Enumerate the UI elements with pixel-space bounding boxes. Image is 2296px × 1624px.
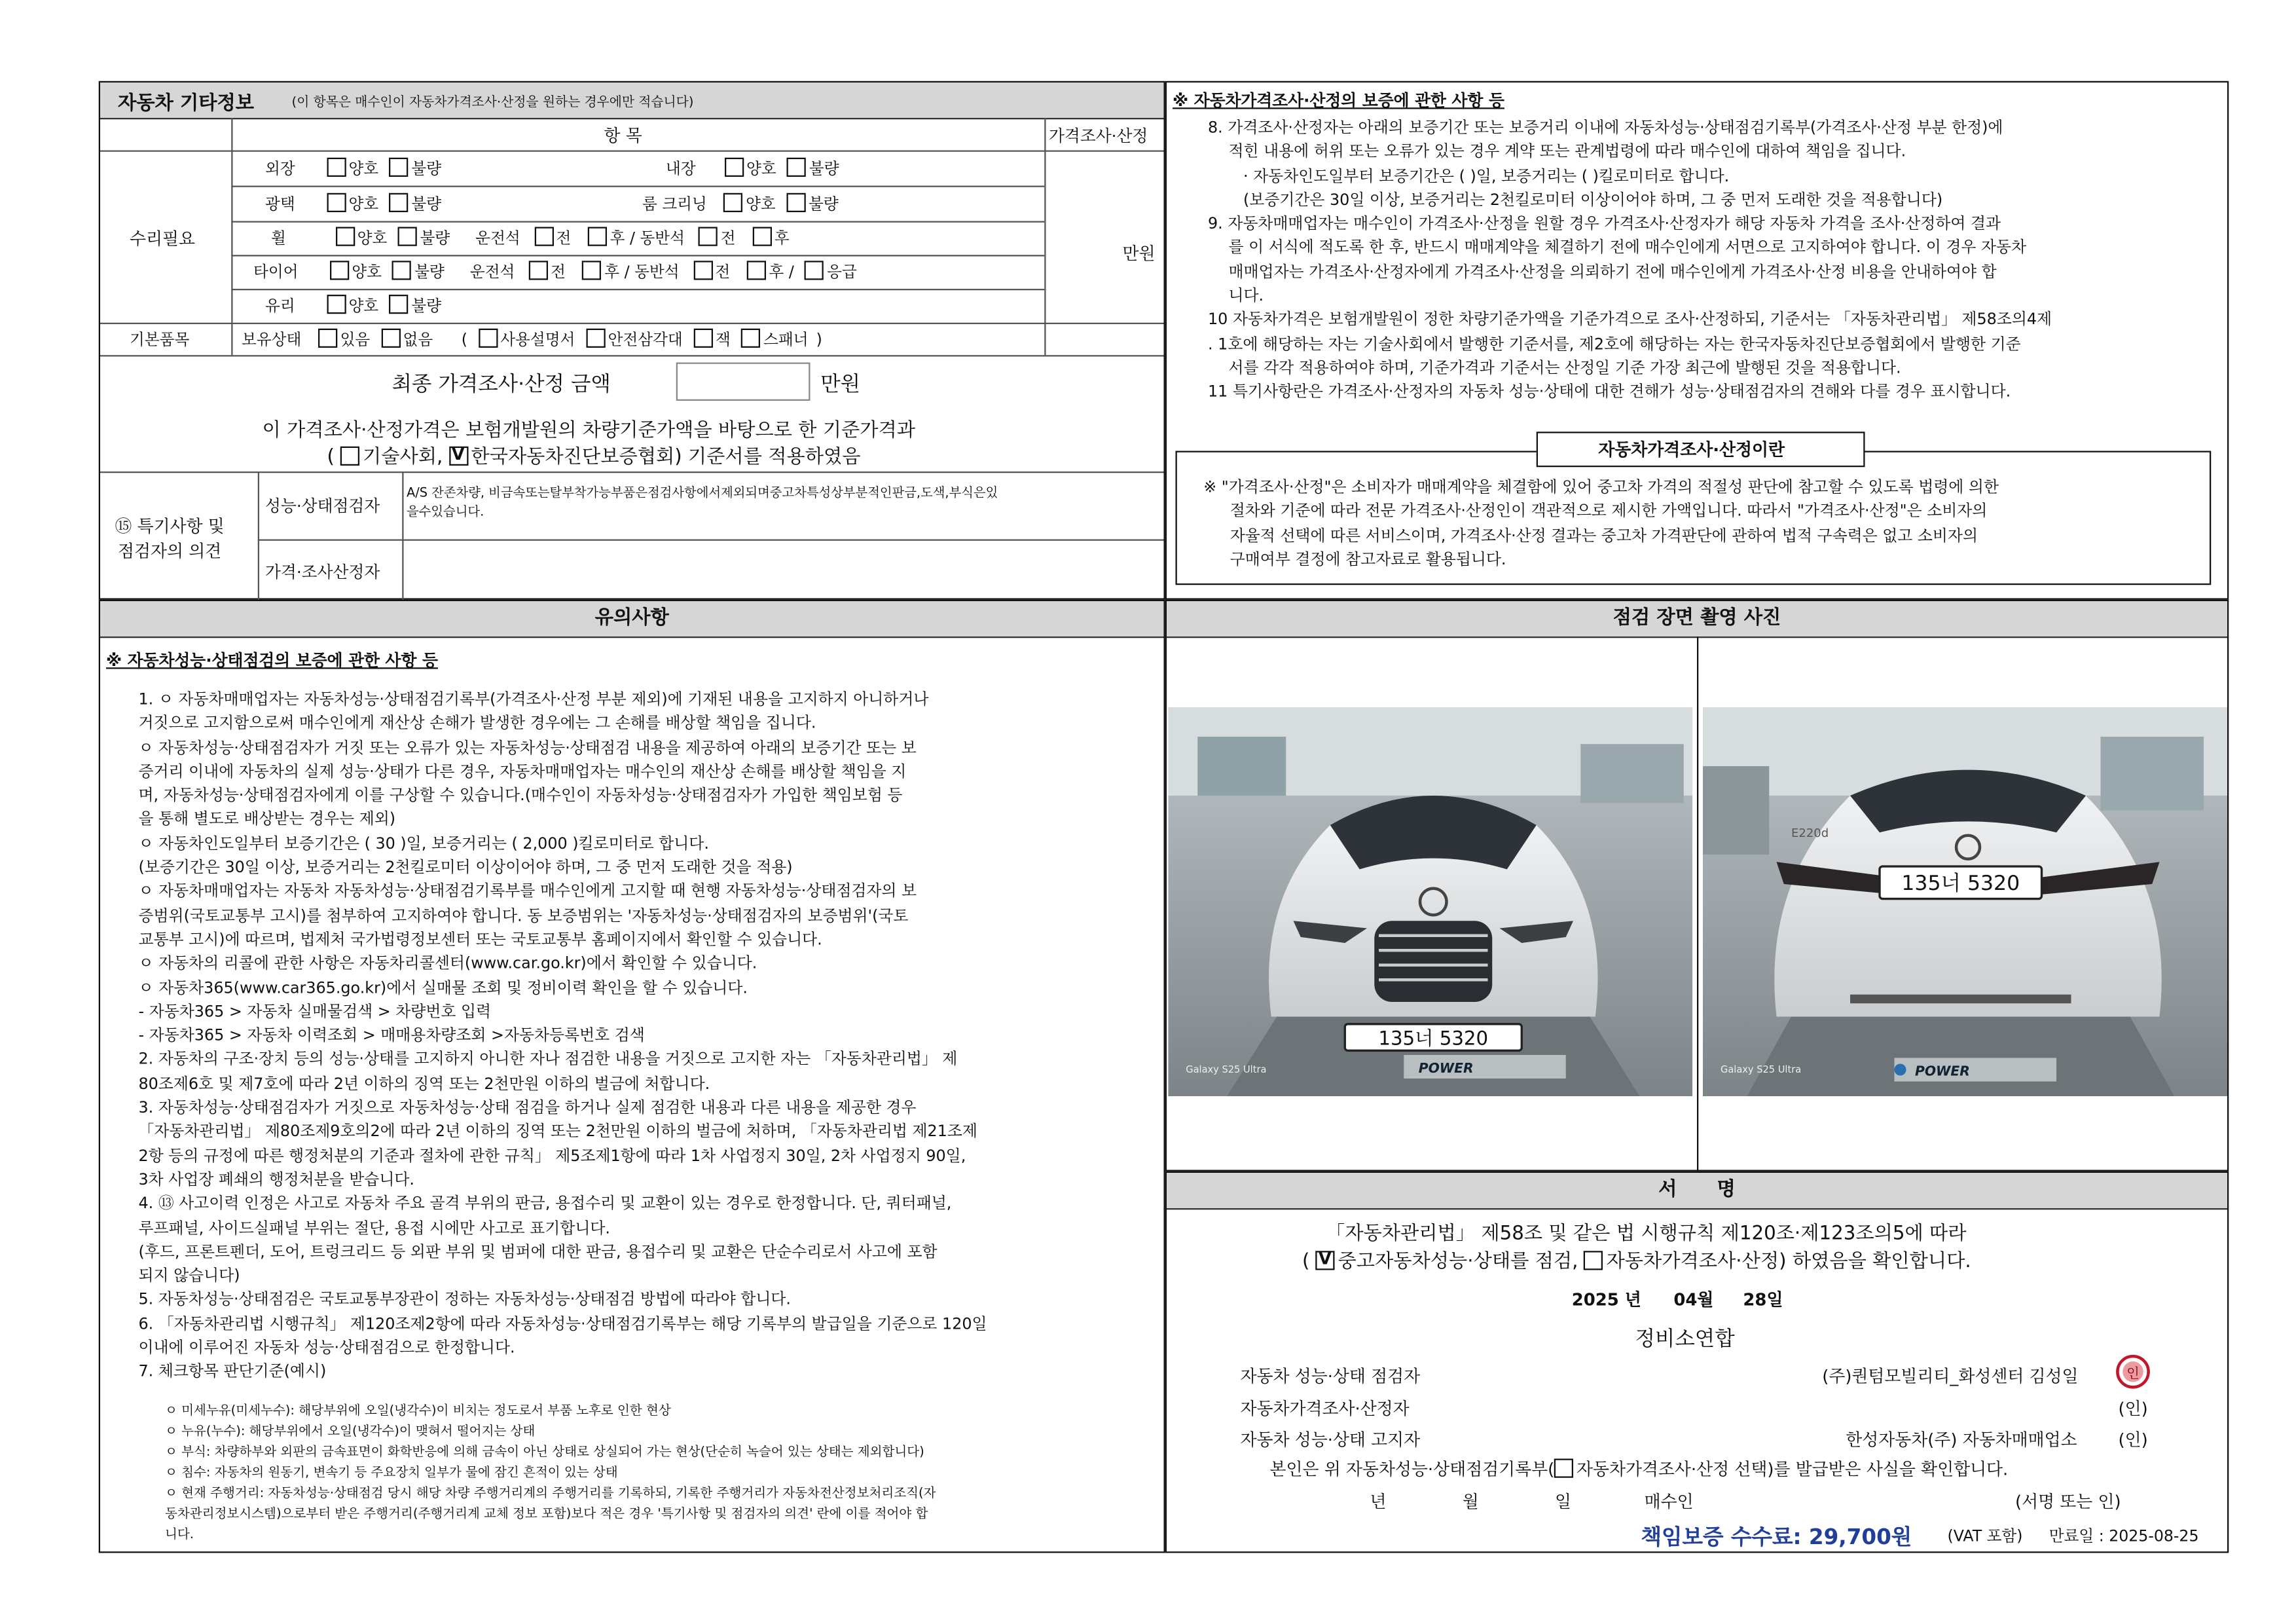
other-info-note: (이 항목은 매수인이 자동차가격조사·산정을 원하는 경우에만 적습니다) [291, 96, 694, 111]
price-definition-title: 자동차가격조사·산정이란 [1598, 439, 1785, 460]
row-gloss: 광택 양호 불량 [265, 193, 441, 215]
other-info-title: 자동차 기타정보 [118, 92, 254, 115]
row-basic-items: 보유상태 있음 없음 ( 사용설명서 안전삼각대 잭 스패너 ) [242, 329, 822, 351]
price-warranty-heading: ※ 자동차가격조사·산정의 보증에 관한 사항 등 [1173, 91, 1504, 111]
buyer-date-row: 년 월 일 매수인 [1370, 1491, 1694, 1512]
notifier-row-seal: (인) [2118, 1429, 2148, 1450]
items-yes-checkbox[interactable] [318, 329, 337, 348]
interior-good-checkbox[interactable] [724, 158, 743, 177]
basis-line-1: 이 가격조사·산정가격은 보험개발원의 차량기준가액을 바탕으로 한 기준가격과 [262, 420, 916, 442]
pricer-row-seal: (인) [2118, 1398, 2148, 1419]
inspector-label: 성능·상태점검자 [265, 496, 380, 516]
inspector-seal-icon [2115, 1354, 2151, 1390]
wheel-driver-front-checkbox[interactable] [534, 227, 553, 246]
signature-header: 서 명 [1167, 1173, 2227, 1209]
buyer-sign-label: (서명 또는 인) [2015, 1491, 2121, 1512]
pricer-label: 가격·조사산정자 [265, 563, 380, 582]
tire-good-checkbox[interactable] [330, 261, 349, 280]
wheel-driver-rear-checkbox[interactable] [588, 227, 607, 246]
gloss-good-checkbox[interactable] [327, 193, 346, 212]
pricer-row-label: 자동차가격조사·산정자 [1240, 1398, 1410, 1419]
price-unit: 만원 [1122, 243, 1156, 264]
final-price-unit: 만원 [820, 373, 861, 397]
basic-items-label: 기본품목 [130, 331, 190, 350]
glass-bad-checkbox[interactable] [390, 295, 409, 314]
row-glass: 유리 양호 불량 [265, 295, 441, 317]
buyer-confirm-line: 본인은 위 자동차성능·상태점검기록부( 자동차가격조사·산정 선택)를 발급받은 사실을 확인합니다. [1269, 1458, 2009, 1479]
warranty-expiry: 만료일 : 2025-08-25 [2049, 1528, 2199, 1546]
tire-driver-rear-checkbox[interactable] [583, 261, 602, 280]
row-interior: 내장 양호 불량 [666, 158, 839, 180]
tire-emergency-checkbox[interactable] [805, 261, 824, 280]
svg-text:E220d: E220d [1791, 826, 1829, 840]
signature-line-1: 「자동차관리법」 제58조 및 같은 법 시행규칙 제120조·제123조의5에 따라 [1326, 1223, 1967, 1246]
notifier-row-label: 자동차 성능·상태 고지자 [1240, 1429, 1421, 1450]
row-exterior: 외장 양호 불량 [265, 158, 441, 180]
notifier-row-value: 한성자동차(주) 자동차매매업소 [1846, 1429, 2077, 1450]
wheel-passenger-front-checkbox[interactable] [699, 227, 718, 246]
items-no-checkbox[interactable] [381, 329, 400, 348]
tire-passenger-front-checkbox[interactable] [693, 261, 712, 280]
row-tire: 타이어 양호 불량 운전석 전 후 / 동반석 전 후 / 응급 [253, 261, 857, 283]
special-label-2: 점검자의 의견 [118, 540, 222, 562]
spanner-checkbox[interactable] [741, 329, 760, 348]
notes-text: 1. ㅇ 자동차매매업자는 자동차성능·상태점검기록부(가격조사·산정 부분 제외)에 기재된 내용을 고지하지 아니하거나 거짓으로 고지함으로써 매수인에게 재산상 손해가 발생한 경우에는 그 손해를 배상할 책임을 집니다. ㅇ 자동차성능·상태점검자가 거짓 또는 오류가 있는 자동차성능·상태점검 내용을 제공하여 아래의 보증기간 또는 보 증거리 이내에 자동차의 실제 성능·상태가 다른 경우, 자동차매매업자는 매수인의 재산상 손해를 배상할 책임을 지 며, 자동차성능·상태점검자에게 이를 구상할 수 있습니다.(매수인이 자동차성능·상태점검자가 가입한 책임보험 등 을 통해 별도로 배상받는 경우는 제외) ㅇ 자동차인도일부터 보증기간은 ( 30 )일, 보증거리는 ( 2,000 )킬로미터로 합니다. (보증기간은 30일 이상, 보증거리는 2천킬로미터 이상이어야 하며, 그 중 먼저 도래한 것을 적용) ㅇ 자동차매매업자는 자동차 자동차성능·상태점검기록부를 매수인에게 고지할 때 현행 자동차성능·상태점검자의 보 증범위(국토교통부 고시)를 첨부하여 고지하여야 합니다. 동 보증범위는 '자동차성능·상태점검자의 보증범위'(국토 교통부 고시)에 따르며, 법제처 국가법령정보센터 또는 국토교통부 홈페이지에서 확인할 수 있습니다. ㅇ 자동차의 리콜에 관한 사항은 자동차리콜센터(www.car.go.kr)에서 확인할 수 있습니다. ㅇ 자동차365(www.car365.go.kr)에서 실매물 조회 및 정비이력 확인을 할 수 있습니다. - 자동차365 > 자동차 실매물검색 > 차량번호 입력 - 자동차365 > 자동차 이력조회 > 매매용차량조회 >자동차등록번호 검색 2. 자동차의 구조·장치 등의 성능·상태를 고지하지 아니한 자나 점검한 내용을 거짓으로 고지한 자는 「자동차관리법」 제 80조제6호 및 제7호에 따라 2년 이하의 징역 또는 2천만원 이하의 벌금에 처합니다. 3. 자동차성능·상태점검자가 거짓으로 자동차성능·상태 점검을 하거나 실제 점검한 내용과 다른 내용을 제공한 경우 「자동차관리법」 제80조제9호의2에 따라 2년 이하의 징역 또는 2천만원 이하의 벌금에 처하며, 「자동차관리법 제21조제 2항 등의 규정에 따른 행정처분의 기준과 절차에 관한 규칙」 제5조제1항에 따라 1차 사업정지 30일, 2차 사업정지 90일, 3차 사업장 폐쇄의 행정처분을 받습니다. 4. ⑬ 사고이력 인정은 사고로 자동차 주요 골격 부위의 판금, 용접수리 및 교환이 있는 경우로 한정합니다. 단, 쿼터패널, 루프패널, 사이드실패널 부위는 절단, 용접 시에만 사고로 표기합니다. (후드, 프론트펜더, 도어, 트렁크리드 등 외판 부위 및 범퍼에 대한 판금, 용접수리 및 교환은 단순수리로서 사고에 포함 되지 않습니다) 5. 자동차성능·상태점검은 국토교통부장관이 정하는 자동차성능·상태점검 방법에 따라야 합니다. 6. 「자동차관리법 시행규칙」 제120조제2항에 따라 자동차성능·상태점검기록부는 해당 기록부의 발급일을 기준으로 120일 이내에 이루어진 자동차 성능·상태점검으로 한정합니다. 7. 체크항목 판단기준(예시) [138, 691, 987, 1381]
gloss-bad-checkbox[interactable] [390, 193, 409, 212]
price-survey-checkbox[interactable] [1584, 1251, 1603, 1270]
svg-text:Galaxy S25 Ultra: Galaxy S25 Ultra [1721, 1064, 1802, 1075]
wheel-passenger-rear-checkbox[interactable] [752, 227, 771, 246]
notes-header: 유의사항 [100, 601, 1164, 638]
col-item-label: 항 목 [604, 125, 642, 146]
basis-line-2: ( 기술사회, V 한국자동차진단보증협회) 기준서를 적용하였음 [327, 441, 861, 469]
signature-org: 정비소연합 [1635, 1327, 1735, 1352]
inspector-text-2: 을수있습니다. [407, 505, 484, 521]
notes-heading: ※ 자동차성능·상태점검의 보증에 관한 사항 등 [106, 651, 438, 671]
price-definition-text: ※ "가격조사·산정"은 소비자가 매매계약을 체결함에 있어 중고차 가격의 적절성 판단에 참고할 수 있도록 법령에 의한 절차와 기준에 따라 전문 가격조사·산정인이 객관적으로 제시한 가액입니다. 따라서 "가격조사·산정"은 소비자의 자율적 선택에 따른 서비스이며, 가격조사·산정 결과는 중고차 가격판단에 관하여 법적 구속력은 없고 소비자의 구매여부 결정에 참고자료로 활용됩니다. [1203, 479, 1999, 569]
interior-bad-checkbox[interactable] [787, 158, 806, 177]
rear-view-photo [1703, 707, 2227, 1096]
signature-line-2: ( V 중고자동차성능·상태를 점검, 자동차가격조사·산정) 하였음을 확인합니다. [1302, 1245, 1971, 1273]
row-wheel: 휠 양호 불량 운전석 전 후 / 동반석 전 후 [271, 227, 790, 249]
buyer-price-survey-checkbox[interactable] [1554, 1459, 1573, 1478]
signature-date: 2025 년 04월 28일 [1571, 1289, 1783, 1310]
svg-text:인: 인 [2126, 1365, 2140, 1381]
basis-opt2-checkbox[interactable] [449, 447, 468, 466]
svg-text:Galaxy S25 Ultra: Galaxy S25 Ultra [1186, 1064, 1267, 1075]
tire-passenger-rear-checkbox[interactable] [747, 261, 766, 280]
exterior-bad-checkbox[interactable] [390, 158, 409, 177]
inspector-row-value: (주)퀀텀모빌리티_화성센터 김성일 [1822, 1365, 2079, 1387]
svg-text:135너 5320: 135너 5320 [1901, 872, 2020, 895]
used-car-inspection-checkbox[interactable] [1316, 1251, 1335, 1270]
front-view-photo [1168, 707, 1692, 1096]
final-price-input[interactable] [676, 363, 811, 401]
rear-car-image [1703, 707, 2227, 1096]
repair-label: 수리필요 [130, 228, 195, 249]
notes-criteria: ㅇ 미세누유(미세누수): 해당부위에 오일(냉각수)이 비치는 정도로서 부품 노후로 인한 현상 ㅇ 누유(누수): 해당부위에서 오일(냉각수)이 맺혀서 떨어지는 상태 ㅇ 부식: 차량하부와 외판의 금속표면이 화학반응에 의해 금속이 아닌 상태로 상실되어 가는 현상(단순히 녹슬어 있는 상태는 제외합니다) ㅇ 침수: 자동차의 원동기, 변속기 등 주요장치 일부가 물에 잠긴 흔적이 있는 상태 ㅇ 현재 주행거리: 자동차성능·상태점검 당시 해당 차량 주행거리계의 주행거리를 기록하되, 기록한 주행거리가 자동차전산정보처리조직(자 동차관리정보시스템)으로부터 받은 주행거리(주행거리계 교체 정보 포함)보다 적은 경우 '특기사항 및 점검자의 의견' 란에 이를 적어야 합 니다. [165, 1404, 936, 1543]
final-price-label: 최종 가격조사·산정 금액 [392, 373, 611, 397]
room-good-checkbox[interactable] [723, 193, 742, 212]
tire-bad-checkbox[interactable] [392, 261, 411, 280]
glass-good-checkbox[interactable] [327, 295, 346, 314]
special-label-1: ⑮ 특기사항 및 [115, 515, 225, 536]
inspector-row-label: 자동차 성능·상태 점검자 [1240, 1365, 1421, 1387]
svg-text:135너 5320: 135너 5320 [1378, 1027, 1489, 1050]
room-bad-checkbox[interactable] [786, 193, 805, 212]
wheel-bad-checkbox[interactable] [398, 227, 417, 246]
warranty-fee: 책임보증 수수료: 29,700원 [1641, 1526, 1912, 1550]
price-warranty-text: 8. 가격조사·산정자는 아래의 보증기간 또는 보증거리 이내에 자동차성능·상태점검기록부(가격조사·산정 부분 한정)에 적힌 내용에 허위 또는 오류가 있는 경우 계약 또는 관계법령에 따라 매수인에 대하여 책임을 집니다. · 자동차인도일부터 보증기간은 ( )일, 보증거리는 ( )킬로미터로 합니다. (보증기간은 30일 이상, 보증거리는 2천킬로미터 이상이어야 하며, 그 중 먼저 도래한 것을 적용합니다) 9. 자동차매매업자는 매수인이 가격조사·산정을 원할 경우 가격조사·산정자가 해당 자동차 가격을 조사·산정하여 결과 를 이 서식에 적도록 한 후, 반드시 매매계약을 체결하기 전에 매수인에게 서면으로 고지하여야 합니다. 이 경우 자동차 매매업자는 가격조사·산정자에게 가격조사·산정을 의뢰하기 전에 매수인에게 가격조사·산정 비용을 안내하여야 합 니다. 10 자동차가격은 보험개발원이 정한 차량기준가액을 기준가격으로 조사·산정하되, 기준서는 「자동차관리법」 제58조의4제 . 1호에 해당하는 자는 기술사회에서 발행한 기준서를, 제2호에 해당하는 자는 한국자동차진단보증협회에서 발행한 기준 서를 각각 적용하여야 하며, 기준가격과 기준서는 산정일 기준 가장 최근에 발행된 것을 적용합니다. 11 특기사항란은 가격조사·산정자의 자동차 성능·상태에 대한 견해가 성능·상태점검자의 견해와 다를 경우 표시합니다. [1208, 119, 2052, 401]
basis-opt1-checkbox[interactable] [340, 447, 359, 466]
inspector-text-1: A/S 잔존차량, 비금속또는탈부착가능부품은점검사항에서제외되며중고차특성상부분적인판금,도색,부식은있 [407, 486, 998, 501]
jack-checkbox[interactable] [693, 329, 712, 348]
exterior-good-checkbox[interactable] [327, 158, 346, 177]
svg-text:POWER: POWER [1418, 1060, 1474, 1076]
svg-text:POWER: POWER [1915, 1063, 1970, 1079]
photos-header: 점검 장면 촬영 사진 [1167, 601, 2227, 638]
row-room-clean: 룸 크리닝 양호 불량 [642, 193, 839, 215]
manual-checkbox[interactable] [478, 329, 497, 348]
wheel-good-checkbox[interactable] [335, 227, 354, 246]
col-price-label: 가격조사·산정 [1049, 126, 1148, 146]
tire-driver-front-checkbox[interactable] [528, 261, 547, 280]
front-car-image [1168, 707, 1692, 1096]
triangle-checkbox[interactable] [586, 329, 605, 348]
warranty-fee-vat: (VAT 포함) [1947, 1528, 2023, 1546]
